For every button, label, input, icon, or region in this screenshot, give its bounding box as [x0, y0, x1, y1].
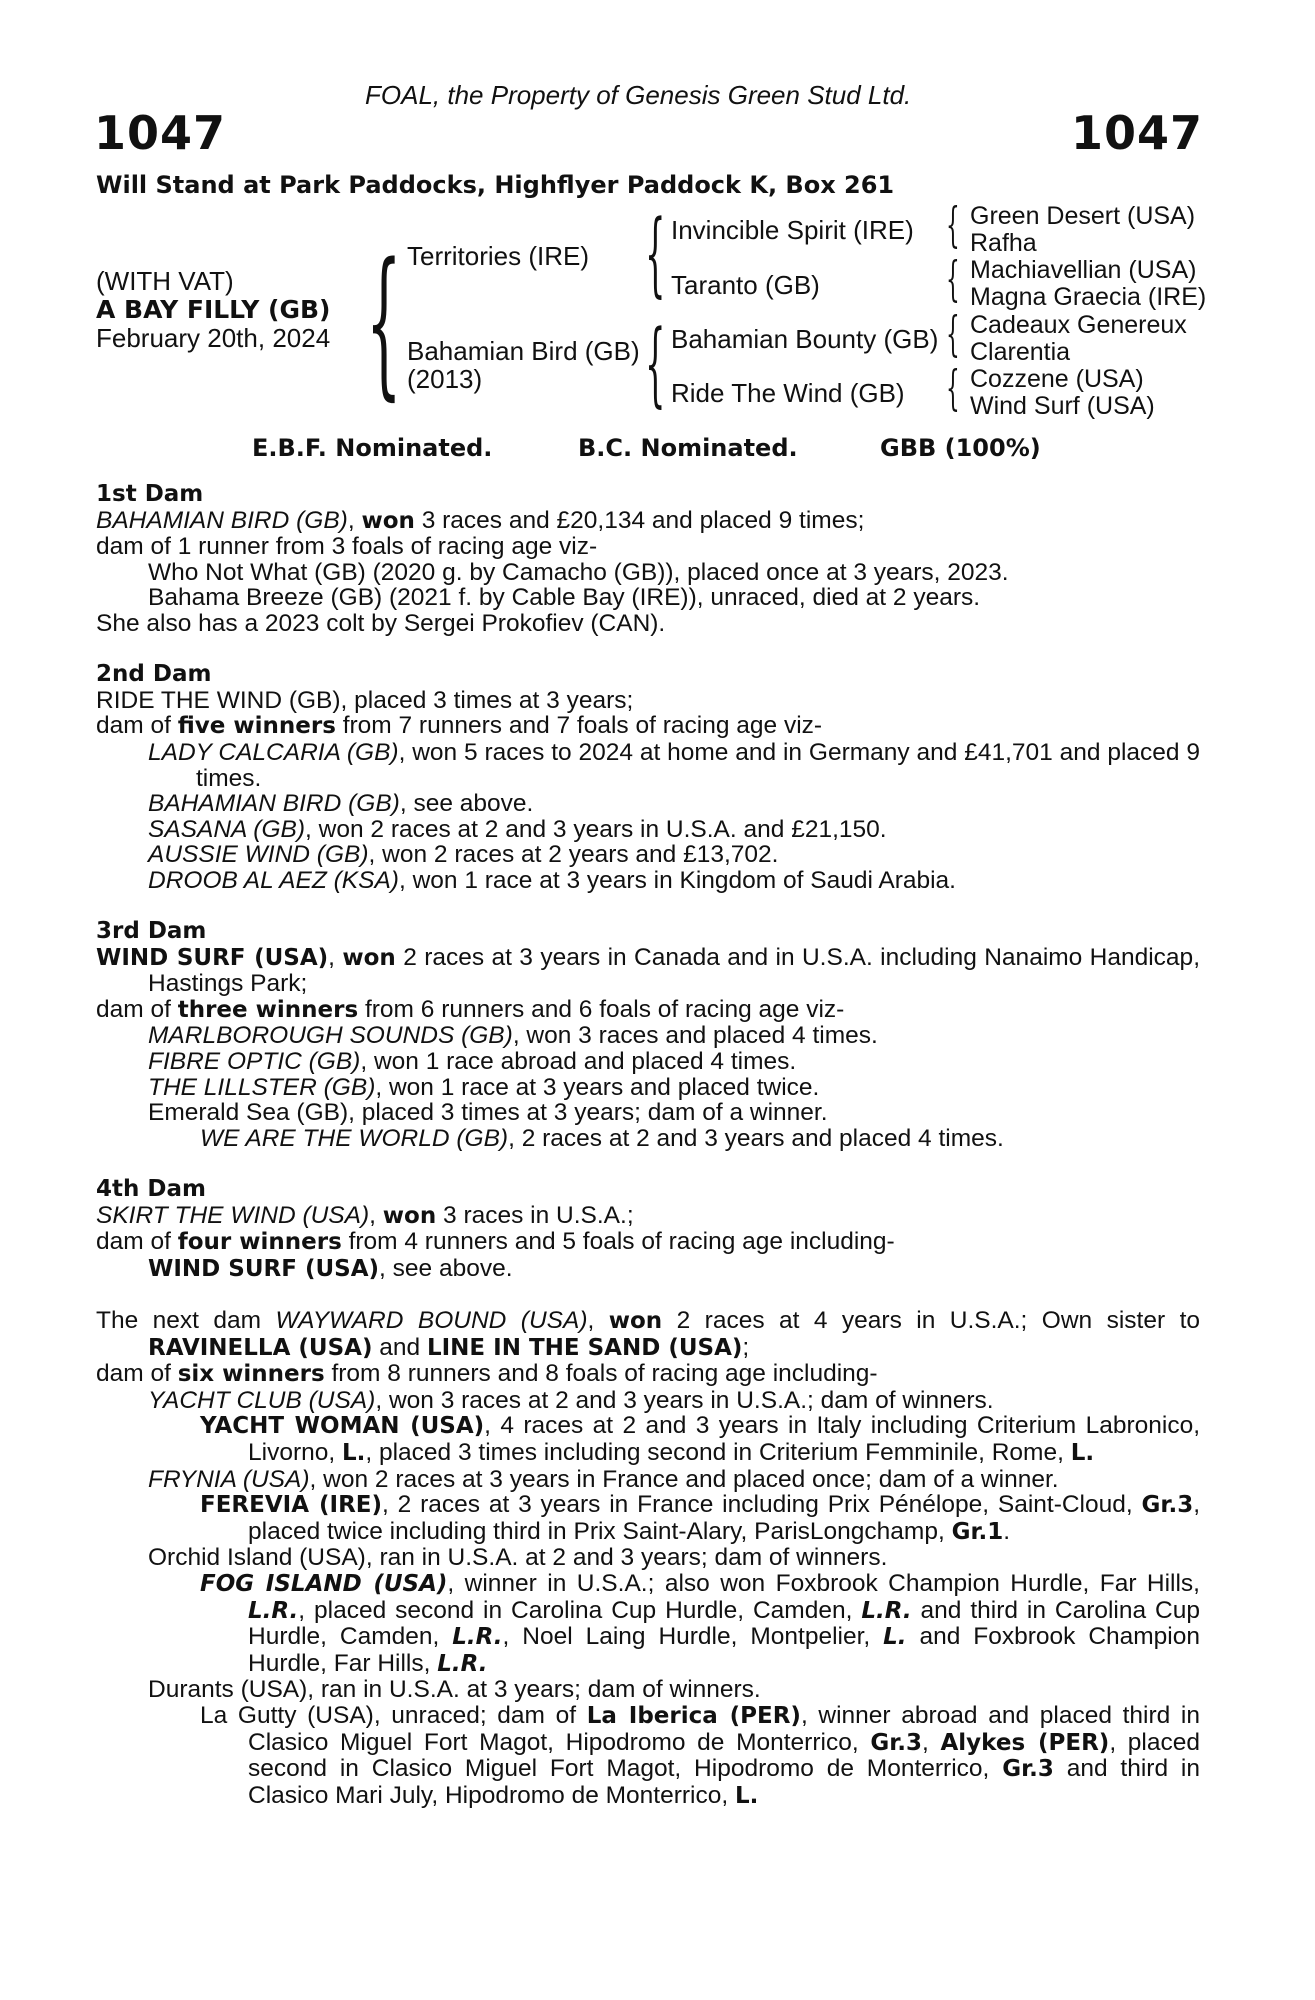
produce-text: . [1003, 1517, 1011, 1545]
first-dam-produce-1: Who Not What (GB) (2020 g. by Camacho (GB)), placed once at 3 years, 2023. [148, 558, 1009, 586]
produce-text: , placed second in Carolina Cup Hurdle, Camden, [298, 1596, 862, 1624]
fourth-dam-name: SKIRT THE WIND (USA) [96, 1201, 370, 1229]
third-dam-produce-3 [96, 1075, 1200, 1101]
frynia [96, 1467, 1200, 1493]
second-dam-heading: 2nd Dam [96, 661, 212, 688]
second-dam-record: RIDE THE WIND (GB), placed 3 times at 3 years; [96, 686, 634, 714]
next-dam-record [96, 1308, 1200, 1361]
group-tag: Gr.3 [870, 1729, 922, 1756]
comma: , [587, 1307, 609, 1334]
sire-sire: Invincible Spirit (IRE) [671, 215, 914, 245]
third-dam-won: won [342, 944, 396, 971]
second-dam-produce-5 [96, 868, 1200, 894]
listed-tag: L.R. [437, 1650, 488, 1677]
brace-g4: { [946, 360, 960, 416]
second-dam-produce-4 [96, 842, 1200, 868]
produce-name: La Iberica (PER) [586, 1702, 801, 1729]
dam-of: dam of [96, 1228, 178, 1256]
third-dam-record-text: 2 races at 3 years in Canada and in U.S.A. including Nanaimo Handicap, Hastings Park; [148, 943, 1200, 998]
listed-tag: L. [341, 1439, 366, 1466]
produce-text: , won 2 races at 2 and 3 years in U.S.A. and £21,150. [305, 815, 887, 843]
first-dam-heading: 1st Dam [96, 481, 204, 507]
second-dam-produce-3 [96, 817, 1200, 843]
fourth-dam-produce-1 [96, 1256, 1200, 1283]
produce-text: , won 3 races at 2 and 3 years in U.S.A.; dam of winners. [375, 1386, 994, 1414]
brace-g2: { [946, 251, 960, 307]
sire-dam: Taranto (GB) [671, 270, 820, 300]
third-dam-produce-2 [96, 1049, 1200, 1075]
produce-text: , won 2 races at 3 years in France and placed once; dam of a winner. [309, 1465, 1059, 1493]
brace-g1: { [946, 197, 960, 253]
produce-text: from 4 runners and 5 foals of racing age including- [341, 1228, 895, 1256]
ferevia [96, 1492, 1200, 1545]
third-dam-produce-4a [96, 1126, 1200, 1152]
produce-text: , placed twice including third in Prix Saint-Alary, ParisLongchamp, [248, 1491, 1201, 1545]
record-text: 2 races at 4 years in U.S.A.; Own sister to [662, 1307, 1201, 1334]
first-dam-also: She also has a 2023 colt by Sergei Prokofiev (CAN). [96, 609, 666, 637]
produce-text: , winner in U.S.A.; also won Foxbrook Champion Hurdle, Far Hills, [447, 1569, 1200, 1597]
durants: Durants (USA), ran in U.S.A. at 3 years; dam of winners. [148, 1676, 761, 1704]
fourth-dam-record [96, 1203, 1200, 1230]
produce-name: WIND SURF (USA) [148, 1255, 380, 1282]
produce-text: , placed 3 times including second in Criterium Femminile, Rome, [365, 1438, 1071, 1466]
horse-dob: February 20th, 2024 [96, 323, 331, 353]
dam-of: dam of [96, 1360, 178, 1388]
la-gutty [96, 1703, 1200, 1809]
group-tag: Gr.3 [1002, 1756, 1054, 1783]
listed-tag: L. [883, 1624, 907, 1651]
first-dam-won: won [361, 507, 415, 534]
listed-tag: L. [735, 1782, 759, 1809]
listed-tag: L.R. [248, 1597, 299, 1624]
sire: Territories (IRE) [407, 241, 590, 271]
g-cadeaux-genereux: Cadeaux Genereux [970, 311, 1187, 339]
produce-text: and Foxbrook Champion Hurdle, Far Hills, [248, 1623, 1200, 1677]
brace-sire: { [645, 200, 666, 307]
group-tag: Gr.1 [951, 1518, 1004, 1545]
produce-text: , won 5 races to 2024 at home and in Germany and £41,701 and placed 9 times. [196, 738, 1200, 792]
dam-dam: Ride The Wind (GB) [671, 378, 905, 408]
g-green-desert: Green Desert (USA) [970, 202, 1196, 230]
group-tag: Gr.3 [1141, 1492, 1194, 1519]
second-dam-winners: five winners [177, 713, 336, 740]
horse-name: A BAY FILLY (GB) [96, 295, 331, 324]
third-dam-winners: three winners [177, 996, 359, 1023]
produce-name: LADY CALCARIA (GB) [148, 738, 399, 766]
semicolon: ; [742, 1333, 750, 1361]
dam: Bahamian Bird (GB) [407, 336, 640, 366]
produce-text: , [922, 1728, 941, 1756]
produce-text: from 6 runners and 6 foals of racing age viz- [358, 995, 845, 1023]
orchid-island: Orchid Island (USA), ran in U.S.A. at 2 and 3 years; dam of winners. [148, 1544, 888, 1572]
next-dam-won: won [608, 1308, 663, 1334]
second-dam-produce-1 [96, 740, 1200, 791]
fourth-dam-won: won [382, 1202, 437, 1229]
produce-name: FRYNIA (USA) [148, 1465, 310, 1493]
dam-sire: Bahamian Bounty (GB) [671, 324, 939, 354]
fog-island [96, 1571, 1200, 1677]
lot-number-right: 1047 [1070, 106, 1203, 160]
produce-text: , won 1 race at 3 years and placed twice. [375, 1073, 820, 1101]
produce-text: , placed second in Clasico Miguel Fort Magot, Hipodromo de Monterrico, [248, 1728, 1200, 1783]
listed-tag: L.R. [861, 1597, 912, 1624]
dam-of: dam of [96, 995, 178, 1023]
third-dam-produce-4: Emerald Sea (GB), placed 3 times at 3 years; dam of a winner. [148, 1099, 828, 1127]
second-dam-dam-of: dam of [96, 712, 178, 740]
second-dam-produce-text: from 7 runners and 7 foals of racing age viz- [335, 712, 823, 740]
first-dam-produce-2: Bahama Breeze (GB) (2021 f. by Cable Bay (IRE)), unraced, died at 2 years. [148, 584, 981, 612]
produce-text: , Noel Laing Hurdle, Montpelier, [502, 1623, 884, 1651]
listed-tag: L. [1070, 1439, 1095, 1466]
produce-text: , 2 races at 2 and 3 years and placed 4 times. [508, 1124, 1004, 1152]
gbb-status: GBB (100%) [880, 434, 1041, 462]
listed-tag: L.R. [452, 1624, 503, 1651]
produce-text: , 4 races at 2 and 3 years in Italy including Criterium Labronico, Livorno, [248, 1412, 1200, 1466]
produce-name: DROOB AL AEZ (KSA) [148, 866, 399, 894]
intro: The next dam [96, 1307, 276, 1334]
property-line: FOAL, the Property of Genesis Green Stud Ltd. [365, 80, 912, 110]
produce-text: and third in Carolina Cup Hurdle, Camden, [248, 1596, 1200, 1651]
produce-text: , won 3 races and placed 4 times. [512, 1022, 878, 1050]
produce-name: SASANA (GB) [148, 815, 306, 843]
yacht-woman [96, 1413, 1200, 1466]
third-dam-name: WIND SURF (USA) [96, 944, 329, 971]
yacht-club [96, 1388, 1200, 1414]
first-dam-produce: dam of 1 runner from 3 foals of racing age viz- [96, 533, 598, 561]
produce-text: , 2 races at 3 years in France including Prix Pénélope, Saint-Cloud, [382, 1491, 1142, 1519]
bc-nominated: B.C. Nominated. [578, 434, 798, 462]
lot-number-left: 1047 [94, 106, 227, 160]
produce-name: FIBRE OPTIC (GB) [148, 1048, 361, 1076]
fourth-dam-winners: four winners [177, 1229, 342, 1256]
g-machiavellian: Machiavellian (USA) [970, 256, 1197, 284]
next-dam-produce [96, 1361, 1200, 1388]
third-dam-produce-1 [96, 1023, 1200, 1049]
produce-name: FOG ISLAND (USA) [200, 1570, 448, 1597]
record-text: 3 races in U.S.A.; [436, 1201, 634, 1229]
vat-label: (WITH VAT) [96, 266, 234, 296]
g-cozzene: Cozzene (USA) [970, 365, 1144, 393]
produce-text: , won 2 races at 2 years and £13,702. [368, 841, 779, 869]
produce-text: , winner abroad and placed third in Clasico Miguel Fort Magot, Hipodromo de Monterrico, [248, 1701, 1201, 1756]
comma: , [328, 943, 343, 971]
and: and [372, 1333, 427, 1361]
g-rafha: Rafha [970, 229, 1037, 257]
third-dam-produce [96, 997, 1200, 1024]
catalogue-body [96, 482, 1200, 1809]
first-dam-record: BAHAMIAN BIRD (GB), won 3 races and £20,134 and placed 9 times; [96, 506, 865, 534]
produce-text: and third in Clasico Mari July, Hipodromo de Monterrico, [248, 1755, 1200, 1809]
produce-text: , won 1 race abroad and placed 4 times. [360, 1048, 797, 1076]
next-dam-name: WAYWARD BOUND (USA) [275, 1307, 588, 1334]
produce-name: YACHT CLUB (USA) [148, 1386, 376, 1414]
g-wind-surf: Wind Surf (USA) [970, 392, 1155, 420]
produce-name: WE ARE THE WORLD (GB) [200, 1124, 509, 1152]
second-dam-produce [96, 713, 1200, 740]
brace-g3: { [946, 306, 960, 362]
third-dam-heading: 3rd Dam [96, 918, 207, 945]
first-dam-record-text: 3 races and £20,134 and placed 9 times; [414, 506, 865, 534]
stand-line: Will Stand at Park Paddocks, Highflyer Paddock K, Box 261 [96, 171, 895, 199]
fourth-dam-heading: 4th Dam [96, 1176, 206, 1203]
third-dam-record [96, 945, 1200, 997]
produce-text: La Gutty (USA), unraced; dam of [200, 1701, 587, 1729]
produce-name: AUSSIE WIND (GB) [148, 841, 369, 869]
next-dam-winners: six winners [177, 1361, 325, 1388]
produce-name: Alykes (PER) [940, 1729, 1110, 1756]
ebf-nominated: E.B.F. Nominated. [252, 434, 493, 462]
produce-name: MARLBOROUGH SOUNDS (GB) [148, 1022, 513, 1050]
brace-main: { [366, 228, 402, 415]
produce-text: , see above. [399, 790, 534, 818]
produce-text: from 8 runners and 8 foals of racing age including- [324, 1360, 878, 1388]
g-magna-graecia: Magna Graecia (IRE) [970, 283, 1207, 311]
comma: , [369, 1201, 383, 1229]
first-dam-name: BAHAMIAN BIRD (GB) [96, 506, 348, 534]
produce-name: THE LILLSTER (GB) [148, 1073, 376, 1101]
brace-dam: { [645, 310, 666, 417]
produce-text: , see above. [379, 1254, 513, 1282]
sister-2: LINE IN THE SAND (USA) [426, 1334, 743, 1361]
produce-name: YACHT WOMAN (USA) [200, 1413, 485, 1440]
produce-text: , won 1 race at 3 years in Kingdom of Saudi Arabia. [398, 866, 956, 894]
g-clarentia: Clarentia [970, 338, 1071, 366]
dam-year: (2013) [407, 364, 483, 394]
sister-1: RAVINELLA (USA) [148, 1334, 373, 1361]
second-dam-produce-2 [96, 791, 1200, 817]
produce-name: BAHAMIAN BIRD (GB) [148, 790, 400, 818]
produce-name: FEREVIA (IRE) [200, 1492, 383, 1519]
fourth-dam-produce [96, 1229, 1200, 1256]
